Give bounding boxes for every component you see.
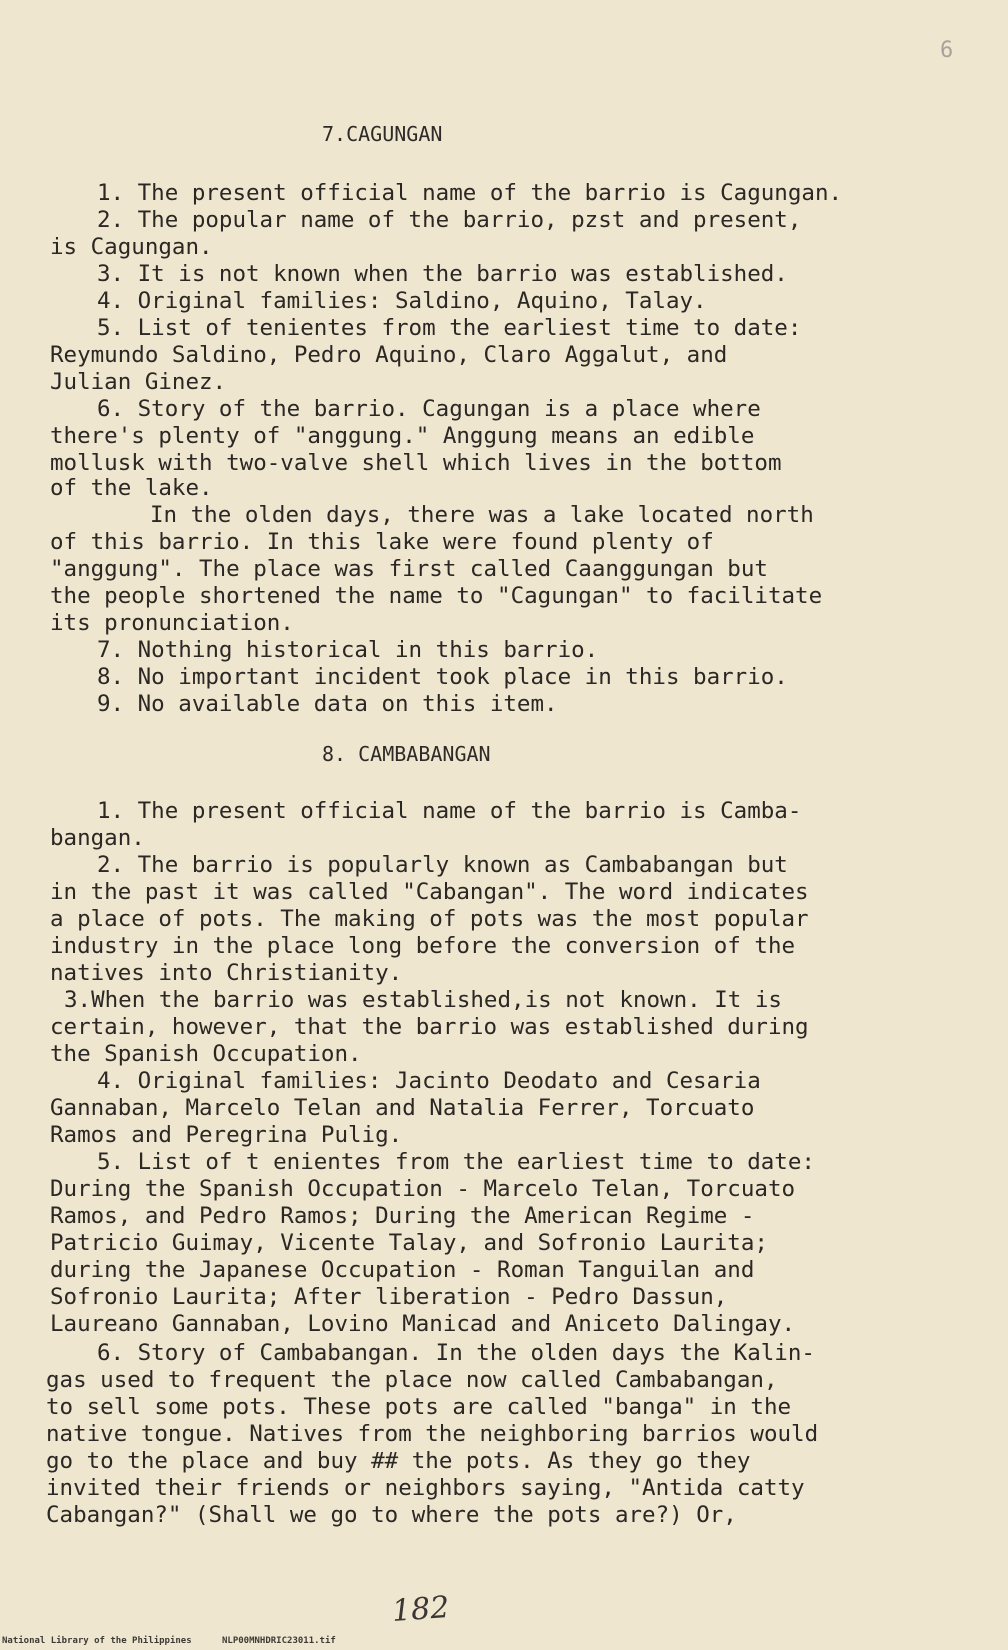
text-line: Ramos, and Pedro Ramos; During the American Regime - [50,1203,755,1229]
text-line: "anggung". The place was first called Caanggungan but [50,556,768,582]
text-line: Sofronio Laurita; After liberation - Pedro Dassun, [50,1284,728,1310]
text-line: is Cagungan. [50,234,213,260]
text-line: In the olden days, there was a lake located north [150,502,814,528]
text-line: Patricio Guimay, Vicente Talay, and Sofronio Laurita; [50,1230,768,1256]
footer-file-name: NLP00MNHDRIC23011.tif [222,1636,336,1646]
text-line: certain, however, that the barrio was established during [50,1014,809,1040]
handwritten-page-annotation: 182 [390,1590,451,1629]
page-number: 6 [940,38,954,63]
text-line: go to the place and buy ## the pots. As they go they [46,1448,751,1474]
text-line: in the past it was called "Cabangan". The word indicates [50,879,809,905]
text-line: Julian Ginez. [50,369,227,395]
text-line: 5. List of tenientes from the earliest time to date: [97,315,802,341]
text-line: a place of pots. The making of pots was the most popular [50,906,809,932]
text-line: 6. Story of Cambabangan. In the olden days the Kalin- [97,1340,815,1366]
text-line: the Spanish Occupation. [50,1041,362,1067]
text-line: its pronunciation. [50,610,294,636]
text-line: of this barrio. In this lake were found plenty of [50,529,714,555]
text-line: 8. No important incident took place in this barrio. [97,664,788,690]
text-line: 9. No available data on this item. [97,691,558,717]
text-line: Laureano Gannaban, Lovino Manicad and Aniceto Dalingay. [50,1311,796,1337]
text-line: 1. The present official name of the barrio is Camba- [97,798,802,824]
text-line: natives into Christianity. [50,960,403,986]
text-line: during the Japanese Occupation - Roman Tanguilan and [50,1257,755,1283]
text-line: 3.When the barrio was established,is not known. It is [64,987,782,1013]
text-line: 1. The present official name of the barrio is Cagungan. [97,180,843,206]
text-line: mollusk with two-valve shell which lives in the bottom [50,450,782,476]
text-line: invited their friends or neighbors saying, "Antida catty [46,1475,805,1501]
text-line: Cabangan?" (Shall we go to where the pots are?) Or, [46,1502,737,1528]
text-line: 4. Original families: Saldino, Aquino, Talay. [97,288,707,314]
text-line: bangan. [50,825,145,851]
text-line: 4. Original families: Jacinto Deodato and Cesaria [97,1068,761,1094]
text-line: 2. The barrio is popularly known as Cambabangan but [97,852,788,878]
text-line: native tongue. Natives from the neighboring barrios would [46,1421,819,1447]
text-line: of the lake. [50,475,213,501]
text-line: 7. Nothing historical in this barrio. [97,637,599,663]
text-line: 3. It is not known when the barrio was established. [97,261,788,287]
text-line: Ramos and Peregrina Pulig. [50,1122,403,1148]
text-line: gas used to frequent the place now called Cambabangan, [46,1367,778,1393]
text-line: there's plenty of "anggung." Anggung means an edible [50,423,755,449]
text-line: During the Spanish Occupation - Marcelo Telan, Torcuato [50,1176,796,1202]
footer-library-name: National Library of the Philippines [2,1636,192,1646]
section-heading-cambabangan: 8. CAMBABANGAN [322,742,491,766]
text-line: to sell some pots. These pots are called "banga" in the [46,1394,792,1420]
text-line: 5. List of t enientes from the earliest time to date: [97,1149,815,1175]
text-line: 6. Story of the barrio. Cagungan is a place where [97,396,761,422]
text-line: industry in the place long before the conversion of the [50,933,796,959]
text-line: Gannaban, Marcelo Telan and Natalia Ferrer, Torcuato [50,1095,755,1121]
section-heading-cagungan: 7.CAGUNGAN [322,122,443,146]
text-line: Reymundo Saldino, Pedro Aquino, Claro Aggalut, and [50,342,728,368]
text-line: 2. The popular name of the barrio, pzst and present, [97,207,802,233]
text-line: the people shortened the name to "Cagungan" to facilitate [50,583,823,609]
